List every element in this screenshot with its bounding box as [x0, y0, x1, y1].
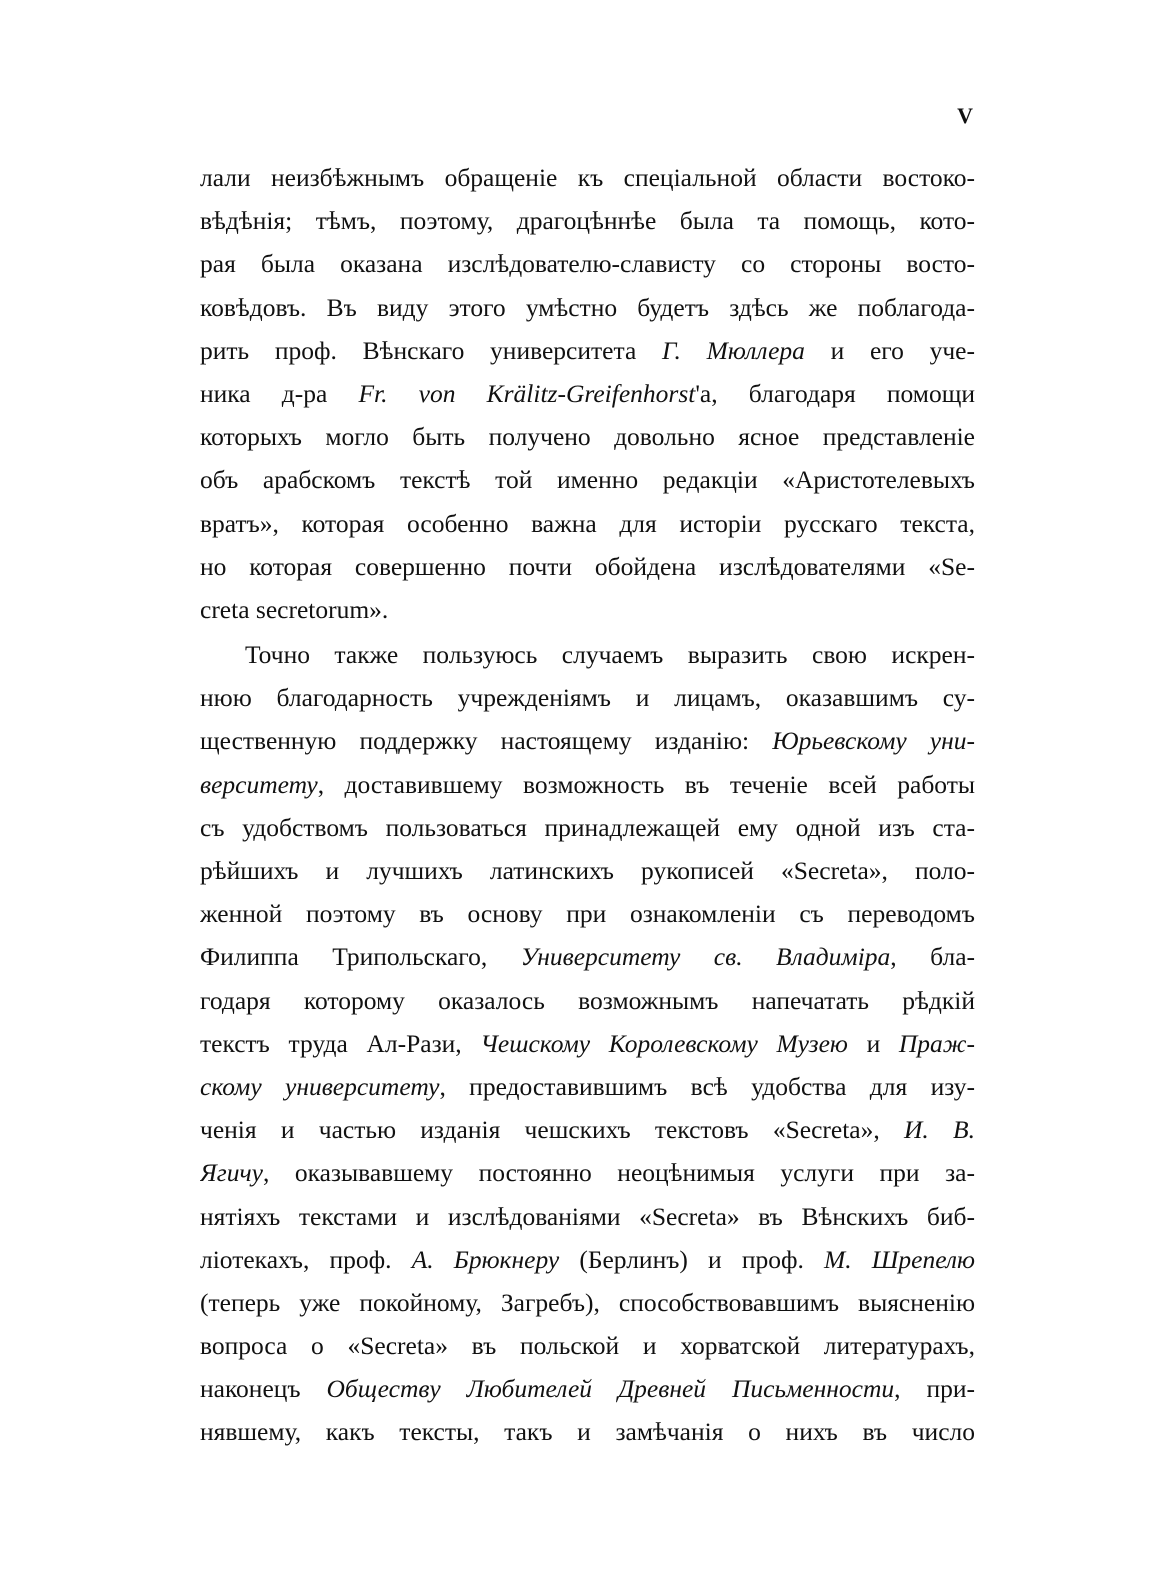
- text-line: [200, 763, 975, 806]
- text-line: [200, 1022, 975, 1065]
- italic-name: Fr. von Krälitz-Greifenhorst: [358, 378, 696, 408]
- text-span: и: [847, 1028, 899, 1058]
- text-line: объ арабскомъ текстѣ той именно редакціи «Аристотелевыхъ: [200, 465, 975, 495]
- text-span: щественную поддержку настоящему изданію:: [200, 726, 773, 756]
- text-span: , бла-: [890, 942, 975, 972]
- text-span: , при-: [894, 1374, 975, 1404]
- text-line: [200, 1108, 975, 1151]
- text-line: [200, 1065, 975, 1108]
- text-span: и его уче-: [804, 335, 975, 365]
- text-line: лали неизбѣжнымъ обращеніе къ спеціальной области востоко-: [200, 163, 975, 192]
- text-line: [200, 329, 975, 372]
- text-span: (Берлинъ) и проф.: [559, 1244, 825, 1274]
- text-span: текстъ труда Ал-Рази,: [200, 1028, 481, 1058]
- italic-name: Чешскому Королевскому Музею: [480, 1028, 848, 1058]
- text-span: рить проф. Вѣнскаго университета: [200, 335, 662, 365]
- italic-name: Ягичу: [200, 1158, 263, 1188]
- text-line: creta secretorum».: [200, 594, 389, 624]
- text-line: [200, 1238, 975, 1281]
- text-line: [200, 1151, 975, 1194]
- text-line: вопроса о «Secreta» въ польской и хорватской литературахъ,: [200, 1331, 975, 1361]
- text-span: ліотекахъ, проф.: [200, 1244, 412, 1274]
- text-line: но которая совершенно почти обойдена изслѣдователями «Se-: [200, 551, 975, 581]
- text-line: рая была оказана изслѣдователю-слависту со стороны восто-: [200, 249, 975, 279]
- text-line: съ удобствомъ пользоваться принадлежащей ему одной изъ ста-: [200, 812, 975, 842]
- italic-name: Университету св. Владиміра: [520, 942, 891, 972]
- text-line: ковѣдовъ. Въ виду этого умѣстно будетъ здѣсь же поблагода-: [200, 292, 975, 322]
- text-span: , оказывавшему постоянно неоцѣнимыя услуги при за-: [262, 1158, 975, 1188]
- text-line: вратъ», которая особенно важна для исторіи русскаго текста,: [200, 508, 975, 538]
- italic-name: скому университету: [200, 1071, 440, 1101]
- text-line: [200, 935, 975, 978]
- italic-name: верситету: [200, 769, 318, 799]
- italic-name: И. В.: [904, 1115, 975, 1145]
- italic-name: Г. Мюллера: [661, 335, 805, 365]
- text-line: (теперь уже покойному, Загребъ), способствовавшимъ выясненію: [200, 1287, 975, 1317]
- page-number: V: [957, 103, 973, 128]
- text-line: [200, 719, 975, 762]
- italic-name: А. Брюкнеру: [411, 1244, 560, 1274]
- text-span: ника д-ра: [200, 378, 359, 408]
- text-line: рѣйшихъ и лучшихъ латинскихъ рукописей «Secreta», поло-: [200, 856, 975, 885]
- italic-name: Праж-: [898, 1028, 975, 1058]
- text-span: , доставившему возможность въ теченіе всей работы: [317, 769, 975, 799]
- italic-name: Юрьевскому уни-: [772, 726, 975, 756]
- text-span: , предоставившимъ всѣ удобства для изу-: [439, 1071, 975, 1101]
- text-span: ченія и частью изданія чешскихъ текстовъ «Secreta»,: [200, 1115, 904, 1145]
- text-line: нюю благодарность учрежденіямъ и лицамъ, оказавшимъ су-: [200, 683, 975, 713]
- text-line: [200, 1367, 975, 1410]
- text-line: женной поэтому въ основу при ознакомленіи съ переводомъ: [200, 899, 975, 929]
- text-span: Филиппа Трипольскаго,: [200, 942, 521, 972]
- text-span: наконецъ: [200, 1374, 327, 1404]
- paragraph-1: [200, 156, 975, 631]
- text-span: 'а, благодаря помощи: [695, 378, 975, 408]
- text-line: Точно также пользуюсь случаемъ выразить свою искрен-: [245, 640, 975, 670]
- text-line: [200, 372, 975, 415]
- paragraph-2: [200, 633, 975, 1454]
- text-line: нятіяхъ текстами и изслѣдованіями «Secreta» въ Вѣнскихъ биб-: [200, 1201, 975, 1231]
- text-line: годаря которому оказалось возможнымъ напечатать рѣдкій: [200, 985, 975, 1015]
- italic-name: Обществу Любителей Древней Письменности: [326, 1374, 895, 1404]
- text-line: нявшему, какъ тексты, такъ и замѣчанія о нихъ въ число: [200, 1417, 975, 1447]
- text-line: которыхъ могло быть получено довольно ясное представленіе: [200, 422, 975, 452]
- body-text: [200, 156, 975, 1454]
- italic-name: М. Шрепелю: [824, 1244, 975, 1274]
- text-line: вѣдѣнія; тѣмъ, поэтому, драгоцѣннѣе была та помощь, кото-: [200, 206, 975, 236]
